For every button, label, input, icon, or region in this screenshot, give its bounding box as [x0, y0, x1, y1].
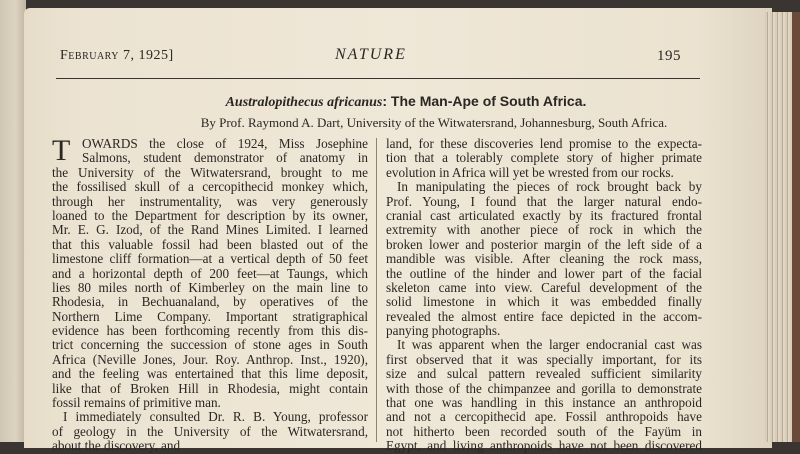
text-line: evidence has been forthcoming recently from this dis-	[52, 324, 368, 339]
text-line: Egypt, and living anthropoids have not been discovered	[386, 439, 702, 454]
text-line: that this valuable fossil had been blasted out of the	[52, 237, 368, 252]
text-line: panying photographs.	[386, 324, 501, 339]
text-line: with those of the chimpanzee and gorilla to demonstrate	[386, 381, 702, 396]
page-edges	[765, 12, 800, 442]
text-line: Northern Lime Company. Important stratigraphical	[52, 309, 368, 324]
header-rule	[56, 78, 700, 79]
right-column	[386, 137, 702, 454]
text-line: revealed the almost entire face depicted in the accom-	[386, 309, 702, 324]
text-line: mandible was visible. After cleaning the rock mass,	[386, 252, 702, 267]
article-title	[0, 93, 800, 111]
text-line: the fossilised skull of a cercopithecid monkey which,	[52, 180, 368, 195]
text-line: evolution in Africa will yet be wrested from our rocks.	[386, 165, 674, 180]
text-line: through her instrumentality, was very generously	[52, 194, 368, 209]
text-line: In manipulating the pieces of rock brought back by	[397, 180, 702, 195]
text-line: I immediately consulted Dr. R. B. Young, professor	[63, 410, 368, 425]
article-byline: By Prof. Raymond A. Dart, University of the Witwatersrand, Johannesburg, South Africa.	[200, 115, 668, 130]
text-line: size and sulcal pattern revealed sufficient similarity	[386, 367, 702, 382]
text-line: tion that a tolerably complete story of higher primate	[386, 151, 702, 166]
left-column	[52, 134, 368, 454]
text-line: solid limestone in which it was embedded finally	[386, 295, 702, 310]
text-line: the outline of the hinder and lower part of the facial	[386, 266, 702, 281]
journal-title: NATURE	[335, 46, 407, 63]
text-line: cranial cast articulated exactly by its fractured frontal	[386, 208, 702, 223]
text-line: land, for these discoveries lend promise to the expecta-	[386, 137, 702, 151]
text-line: of geology in the University of the Witwatersrand,	[52, 424, 368, 439]
text-line: lies 80 miles north of Kimberley on the main line to	[52, 280, 368, 295]
issue-date: February 7, 1925]	[60, 48, 174, 63]
title-species: Australopithecus africanus	[225, 95, 383, 110]
drop-cap: T	[52, 134, 71, 167]
text-line: Salmons, student demonstrator of anatomy in	[82, 151, 368, 166]
text-line: trict concerning the succession of stone ages in South	[52, 338, 368, 353]
text-line: first observed that it was specially important, for its	[386, 352, 702, 367]
text-line: that one was handling in this instance an anthropoid	[386, 396, 702, 411]
column-divider	[376, 138, 377, 442]
title-rest: : The Man-Ape of South Africa.	[382, 93, 587, 109]
book-spine	[792, 12, 800, 442]
text-line: Africa (Neville Jones, Jour. Roy. Anthrop. Inst., 1920),	[52, 352, 368, 367]
text-line: skeleton came into view. Careful development of the	[386, 280, 702, 295]
facing-page-edge	[0, 0, 26, 442]
text-line: and the feeling was entertained that this lime deposit,	[52, 367, 368, 382]
text-line: fossil remains of primitive man.	[52, 396, 221, 411]
page-number: 195	[657, 48, 681, 64]
text-line: loaned to the Department for description by its owner,	[52, 208, 368, 223]
text-line: Mr. E. G. Izod, of the Rand Mines Limited. I learned	[52, 223, 368, 238]
text-line: broken lower and posterior margin of the left side of a	[386, 237, 702, 252]
text-line: and a horizontal depth of 200 feet—at Taungs, which	[52, 266, 368, 281]
text-line: limestone cliff formation—at a vertical depth of 50 feet	[52, 252, 368, 267]
text-line: It was apparent when the larger endocranial cast was	[397, 338, 702, 353]
text-line: Rhodesia, in Bechuanaland, by operatives of the	[52, 295, 368, 310]
text-line: and not a cercopithecid ape. Fossil anthropoids have	[386, 410, 702, 425]
text-line: like that of Broken Hill in Rhodesia, might contain	[52, 381, 368, 396]
text-line: about the discovery, and	[52, 439, 181, 454]
text-line: not hitherto been recorded south of the Fayüm in	[386, 424, 702, 439]
text-line: Prof. Young, I found that the larger natural endo-	[386, 194, 702, 209]
text-line: the University of the Witwatersrand, brought to me	[52, 165, 368, 180]
text-line: extremity with another piece of rock in which the	[386, 223, 702, 238]
text-line: OWARDS the close of 1924, Miss Josephine	[82, 137, 368, 151]
